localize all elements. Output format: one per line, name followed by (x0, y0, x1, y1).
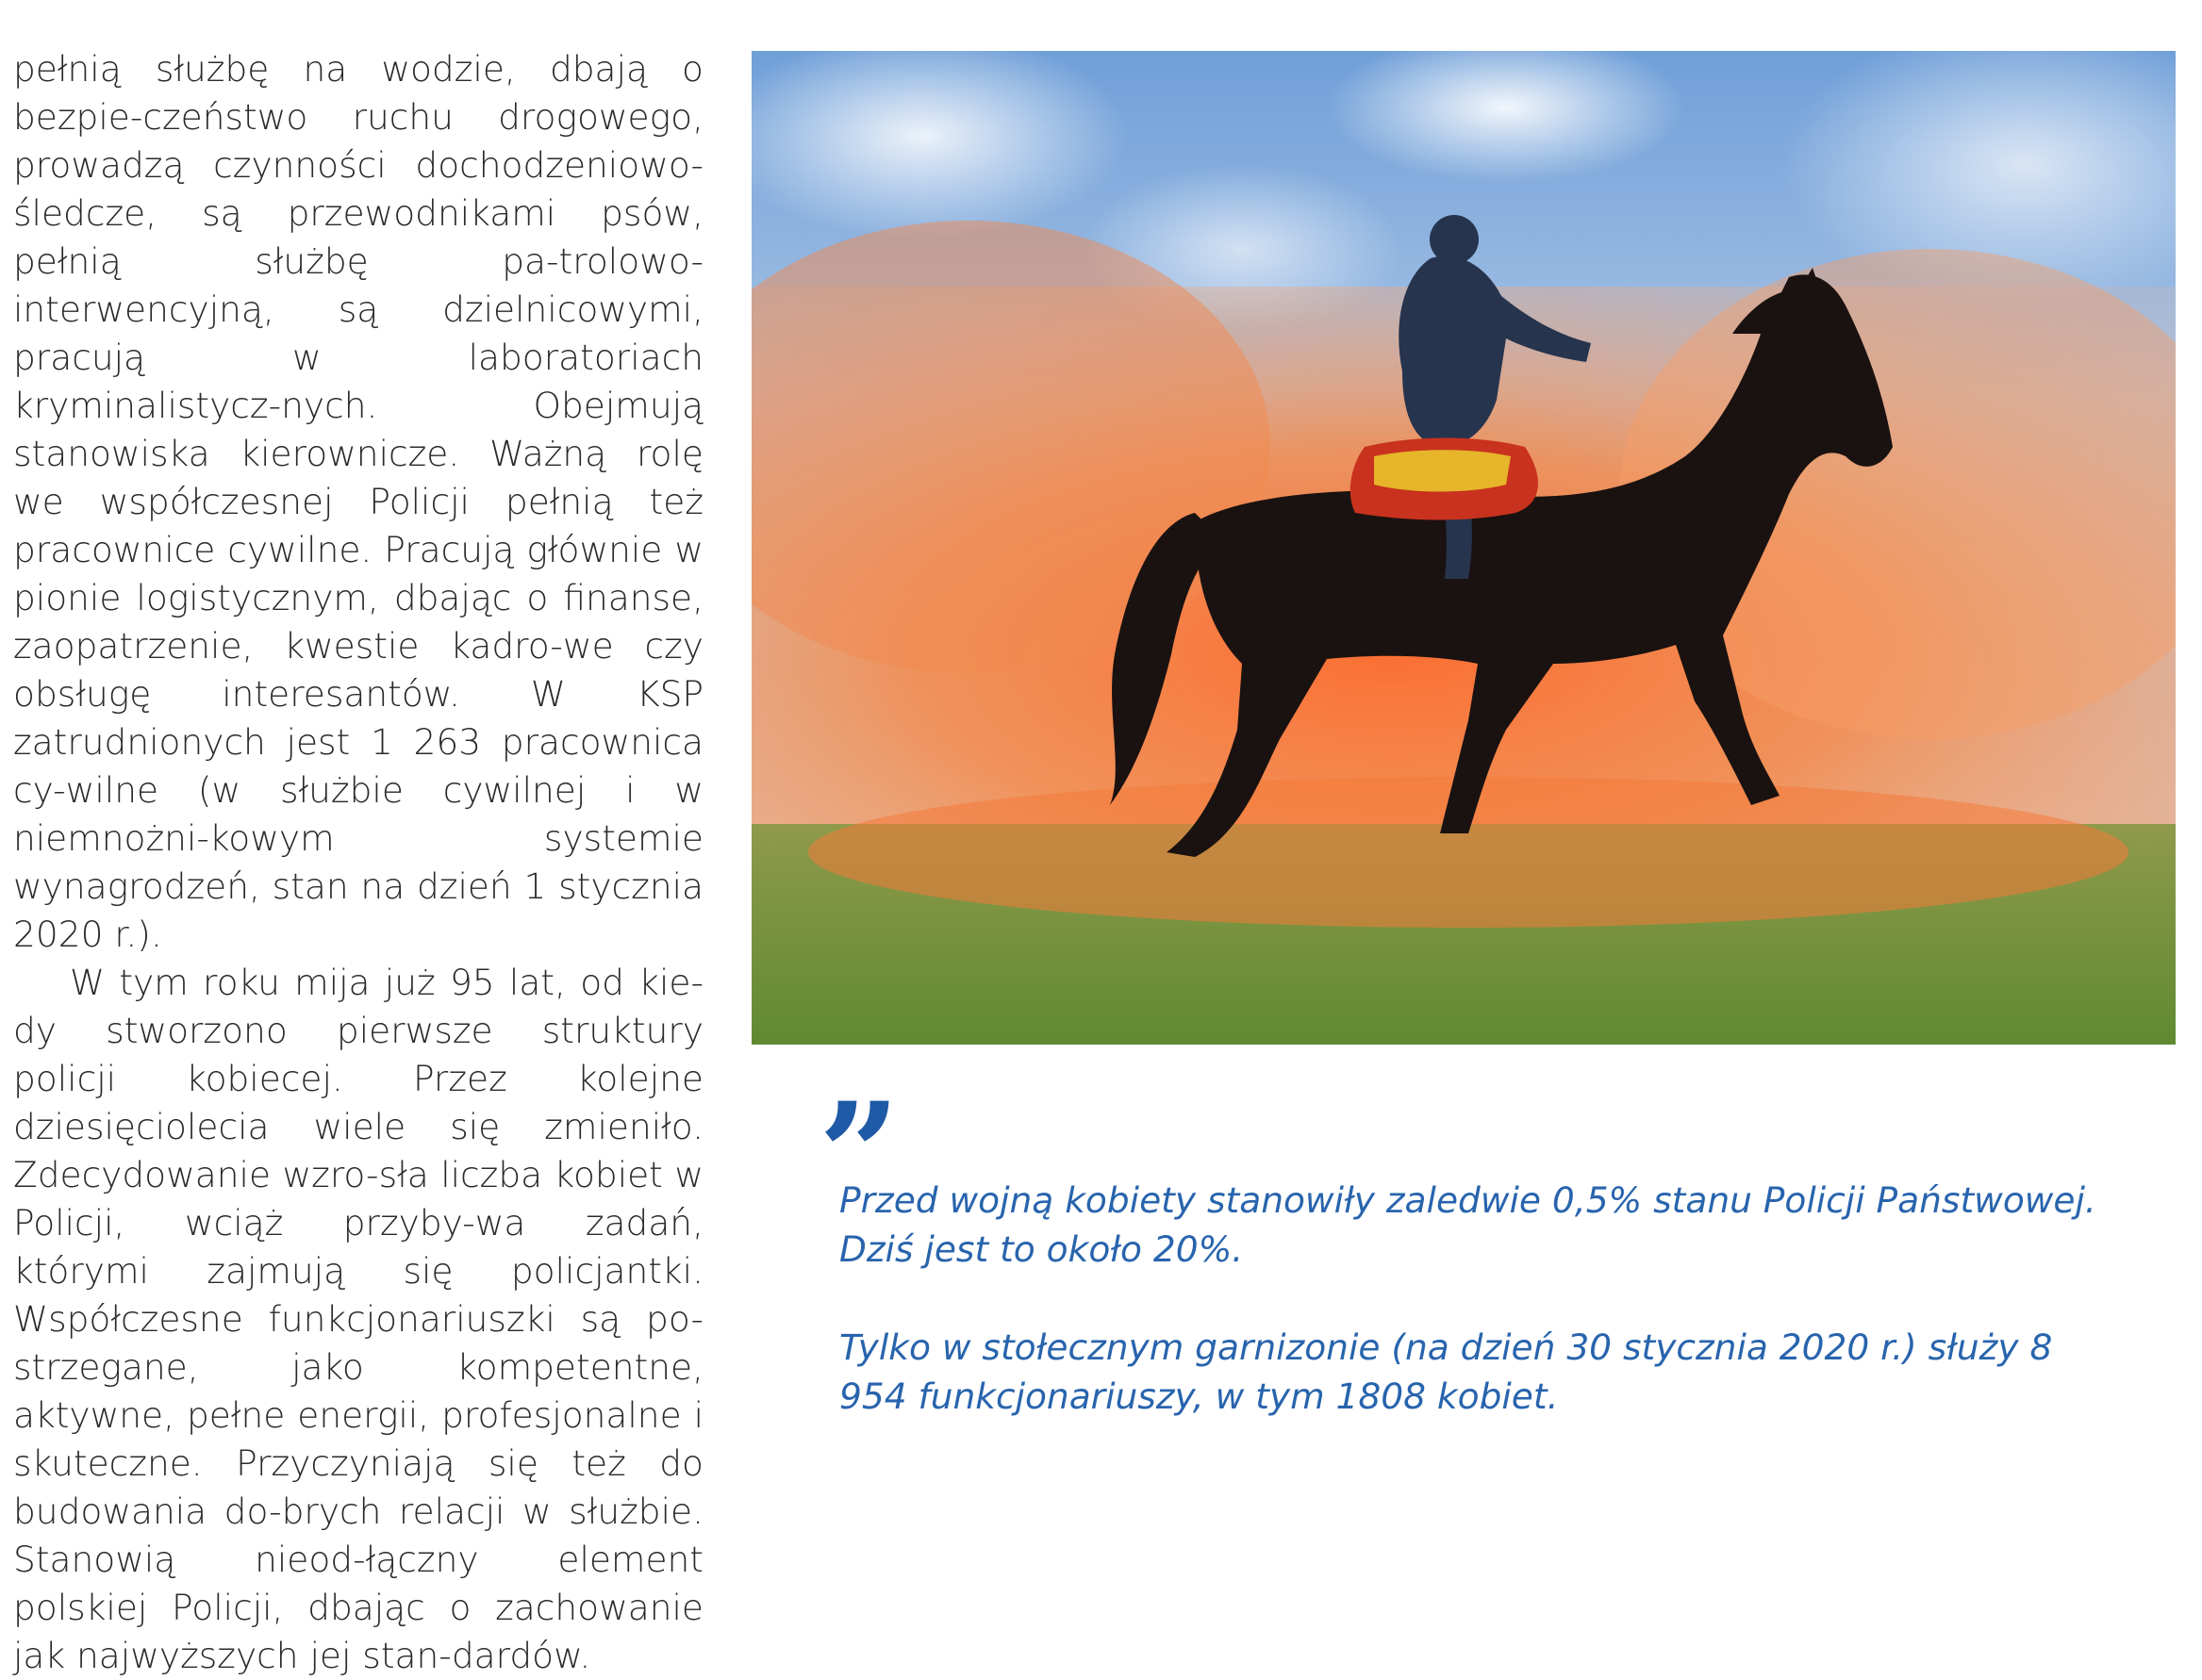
body-paragraph-1: pełnią służbę na wodzie, dbają o bezpie-czeństwo ruchu drogowego, prowadzą czynności dochodzeniowo-śledcze, są przewodnikami psów, pełnią służbę pa-trolowo-interwencyjną, są dzielnicowymi, pracują w laboratoriach kryminalistycz-nych. Obejmują stanowiska kierownicze. Ważną rolę we współczesnej Policji pełnią też pracownice cywilne. Pracują głównie w pionie logistycznym, dbając o finanse, zaopatrzenie, kwestie kadro-we czy obsługę interesantów. W KSP zatrudnionych jest 1 263 pracownica cy-wilne (w służbie cywilnej i w niemnożni-kowym systemie wynagrodzeń, stan na dzień 1 stycznia 2020 r.). (13, 48, 704, 955)
article-text-column (13, 45, 704, 1680)
mounted-policewoman-photo (752, 51, 2176, 1045)
pull-quote-line-1: Przed wojną kobiety stanowiły zaledwie 0,5% stanu Policji Państwowej. Dziś jest to około 20%. (839, 1179, 2096, 1270)
quote-mark-icon: ” (819, 1072, 884, 1238)
body-paragraph-2: W tym roku mija już 95 lat, od kie-dy stworzono pierwsze struktury policji kobiecej. Przez kolejne dziesięciolecia wiele się zmieniło. Zdecydowanie wzro-sła liczba kobiet w Policji, wciąż przyby-wa zadań, którymi zajmują się policjantki. Współczesne funkcjonariuszki są po-strzegane, jako kompetentne, aktywne, pełne energii, profesjonalne i skuteczne. Przyczyniają się też do budowania do-brych relacji w służbie. Stanowią nieod-łączny element polskiej Policji, dbając o zachowanie jak najwyższych jej stan-dardów. (13, 962, 704, 1676)
pull-quote (839, 1176, 2122, 1421)
pull-quote-line-2: Tylko w stołecznym garnizonie (na dzień 30 stycznia 2020 r.) służy 8 954 funkcjonariuszy, w tym 1808 kobiet. (839, 1326, 2053, 1417)
